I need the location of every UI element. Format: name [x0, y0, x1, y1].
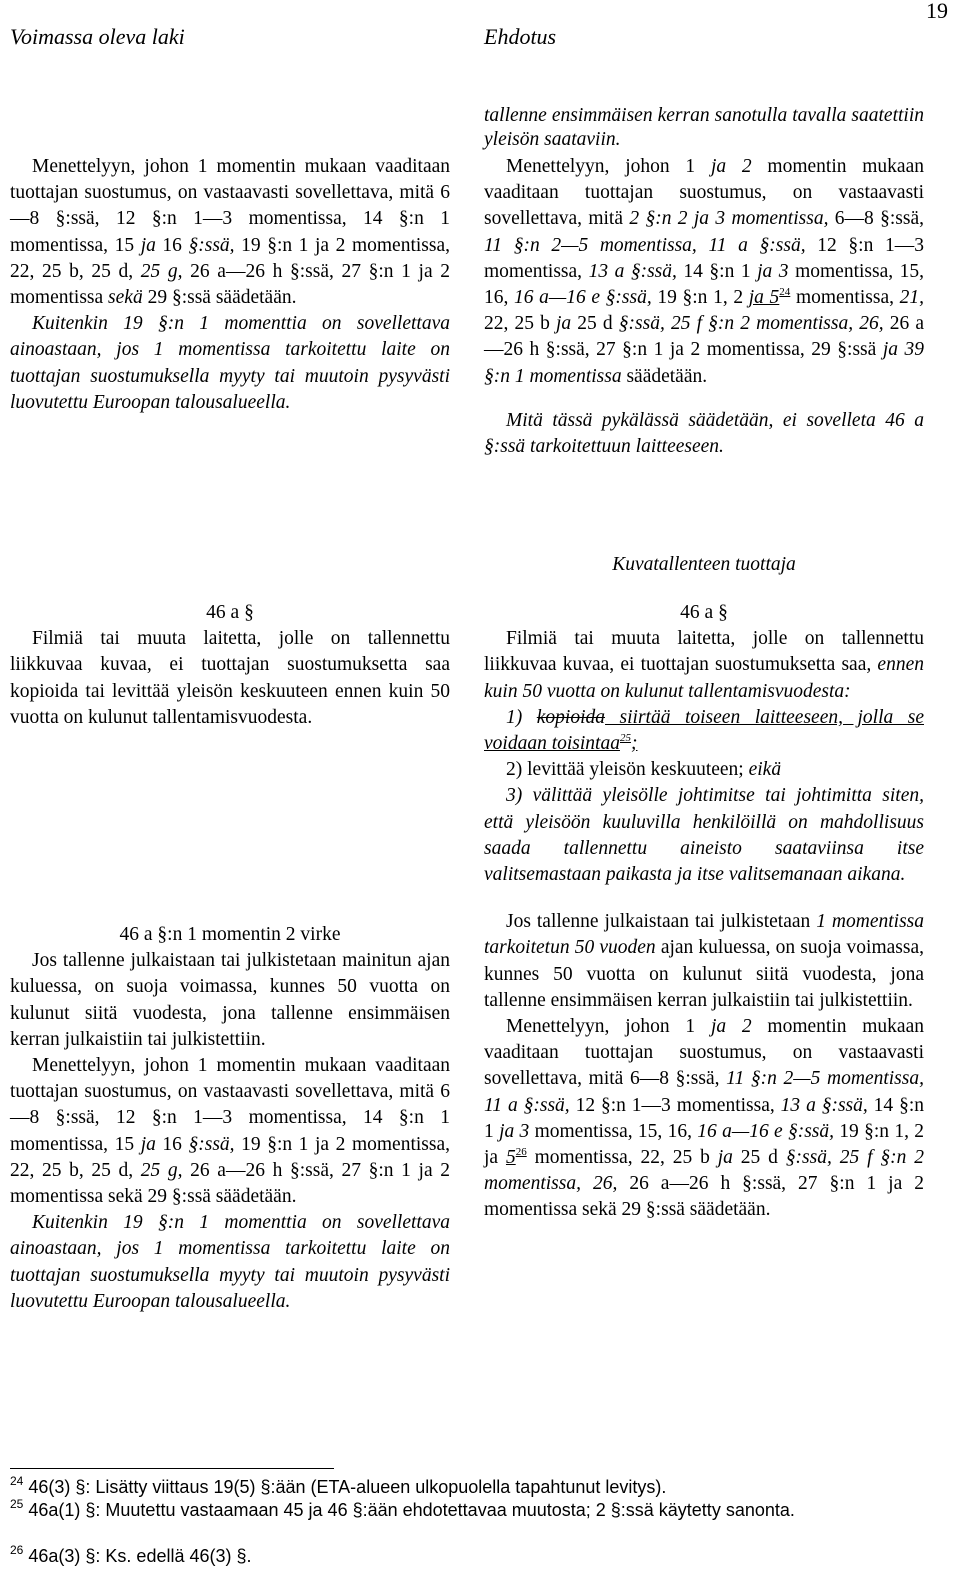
right-list-item-3: 3) välittää yleisölle johtimitse tai johtimitta siten, että yleisöön kuuluvilla henkilöillä on mahdollisuus saada tallennettu aineisto saataviinsa itse valitsemastaan paikasta ja itse valitsemanaan aikana. [484, 785, 924, 886]
left-section-46a [10, 600, 450, 731]
right-section-intro: Filmiä tai muuta laitetta, jolle on tallennettu liikkuvaa kuvaa, ei tuottajan suostumuksetta saa, ennen kuin 50 vuotta on kulunut tallentamisvuodesta: [484, 628, 924, 702]
left-paragraph-menettelyyn-2: Menettelyyn, johon 1 momentin mukaan vaaditaan tuottajan suostumus, on vastaavasti sovellettava, mitä 6—8 §:ssä, 12 §:n 1—3 momentissa, 14 §:n 1 momentissa, 15 ja 16 §:ssä, 19 §:n 1 ja 2 momentissa, 22, 25 b, 25 d, 25 g, 26 a—26 h §:ssä, 27 §:n 1 ja 2 momentissa sekä 29 §:ssä säädetään. [10, 1055, 450, 1208]
right-paragraph-jos-tallenne: Jos tallenne julkaistaan tai julkistetaan 1 momentissa tarkoitetun 50 vuoden ajan kuluessa, on suoja voimassa, kunnes 50 vuotta on kulunut siitä vuodesta, jona tallenne ensimmäisen kerran julkaistiin tai julkistettiin. [484, 911, 924, 1011]
right-paragraph-menettelyyn: Menettelyyn, johon 1 ja 2 momentin mukaan vaaditaan tuottajan suostumus, on vastaavasti sovellettava, mitä 2 §:n 2 ja 3 momentissa, 6—8 §:ssä, 11 §:n 2—5 momentissa, 11 a §:ssä, 12 §:n 1—3 momentissa, 13 a §:ssä, 14 §:n 1 ja 3 momentissa, 15, 16, 16 a—16 e §:ssä, 19 §:n 1, 2 ja $5^{24}$ momentissa, 21, 22, 25 b ja 25 d §:ssä, 25 f §:n 2 momentissa, 26, 26 a—26 h §:ssä, 27 §:n 1 ja 2 momentissa, 29 §:ssä ja 39 §:n 1 momentissa säädetään. [484, 156, 925, 387]
footnote-25: $^{25}$ 46a(1) §: Muutettu vastaamaan 45 ja 46 §:ään ehdotettavaa muutosta; 2 §:ssä käytetty sanonta. [10, 1497, 795, 1520]
inserted-text: siirtää toiseen laitteeseen, jolla se voidaan toisintaa [484, 706, 924, 755]
left-section-title: 46 a § [206, 602, 254, 623]
footnote-ref-26: 26 [515, 1146, 527, 1159]
left-paragraph-kuitenkin: Kuitenkin 19 §:n 1 momenttia on sovellettava ainoastaan, jos 1 momentissa tarkoitettu laite on tuottajan suostumuksella myyty tai muutoin pysyvästi luovutettu Euroopan talousalueella. [10, 313, 450, 413]
right-proposal-block-1 [484, 154, 924, 460]
right-paragraph-mita-tassa: Mitä tässä pykälässä säädetään, ei sovelleta 46 a §:ssä tarkoitettuun laitteeseen. [484, 409, 924, 458]
footnote-ref-25: 25 [619, 732, 631, 745]
right-section-46a [484, 600, 924, 1224]
left-paragraph-menettelyyn: Menettelyyn, johon 1 momentin mukaan vaaditaan tuottajan suostumus, on vastaavasti sovellettava, mitä 6—8 §:ssä, 12 §:n 1—3 momentissa, 14 §:n 1 momentissa, 15 ja 16 §:ssä, 19 §:n 1 ja 2 momentissa, 22, 25 b, 25 d, 25 g, 26 a—26 h §:ssä, 27 §:n 1 ja 2 momentissa sekä 29 §:ssä säädetään. [10, 156, 450, 309]
right-section-title: 46 a § [680, 602, 728, 623]
left-section-46a-subsection [10, 922, 450, 1315]
right-column-header: Ehdotus [484, 24, 557, 49]
right-list-item-1: 1) kopioida siirtää toiseen laitteeseen, jolla se voidaan toisintaa$^{25}$; [484, 706, 924, 755]
left-paragraph-kuitenkin-2: Kuitenkin 19 §:n 1 momenttia on sovellettava ainoastaan, jos 1 momentissa tarkoitettu laite on tuottajan suostumuksella myyty tai muutoin pysyvästi luovutettu Euroopan talousalueella. [10, 1212, 450, 1312]
right-continued-text: tallenne ensimmäisen kerran sanotulla tavalla saatettiin yleisön saataviin. [484, 105, 924, 150]
right-list-item-2: 2) levittää yleisön keskuuteen; eikä [506, 759, 782, 781]
left-paragraph-jos-tallenne: Jos tallenne julkaistaan tai julkistetaan mainitun ajan kuluessa, on suoja voimassa, kunnes 50 vuotta on kulunut siitä vuodesta, jona tallenne ensimmäisen kerran julkaistiin tai julkistettiin. [10, 950, 450, 1050]
left-section-body: Filmiä tai muuta laitetta, jolle on tallennettu liikkuvaa kuvaa, ei tuottajan suostumuksetta saa kopioida tai levittää yleisön keskuuteen ennen kuin 50 vuotta on kulunut tallentamisvuodesta. [10, 628, 450, 728]
right-paragraph-menettelyyn-2: Menettelyyn, johon 1 ja 2 momentin mukaan vaaditaan tuottajan suostumus, on vastaavasti sovellettava, mitä 6—8 §:ssä, 11 §:n 2—5 momentissa, 11 a §:ssä, 12 §:n 1—3 momentissa, 13 a §:ssä, 14 §:n 1 ja 3 momentissa, 15, 16, 16 a—16 e §:ssä, 19 §:n 1, 2 ja $5^{26}$ momentissa, 22, 25 b ja 25 d §:ssä, 25 f §:n 2 momentissa, 26, 26 a—26 h §:ssä, 27 §:n 1 ja 2 momentissa sekä 29 §:ssä säädetään. [484, 1016, 925, 1221]
footnote-ref-24: 24 [779, 286, 791, 299]
footnote-separator [10, 1468, 334, 1469]
page-number: 19 [926, 0, 948, 23]
footnote-24: $^{24}$ 46(3) §: Lisätty viittaus 19(5) §:ään (ETA-alueen ulkopuolella tapahtunut levitys). [10, 1474, 667, 1497]
left-column-header: Voimassa oleva laki [10, 24, 185, 49]
left-subsection-title: 46 a §:n 1 momentin 2 virke [119, 924, 341, 945]
right-section-heading: Kuvatallenteen tuottaja [612, 554, 796, 575]
footnote-26: $^{26}$ 46a(3) §: Ks. edellä 46(3) §. [10, 1543, 252, 1566]
deleted-text: kopioida [536, 706, 606, 728]
left-current-law-block-1 [10, 154, 450, 416]
